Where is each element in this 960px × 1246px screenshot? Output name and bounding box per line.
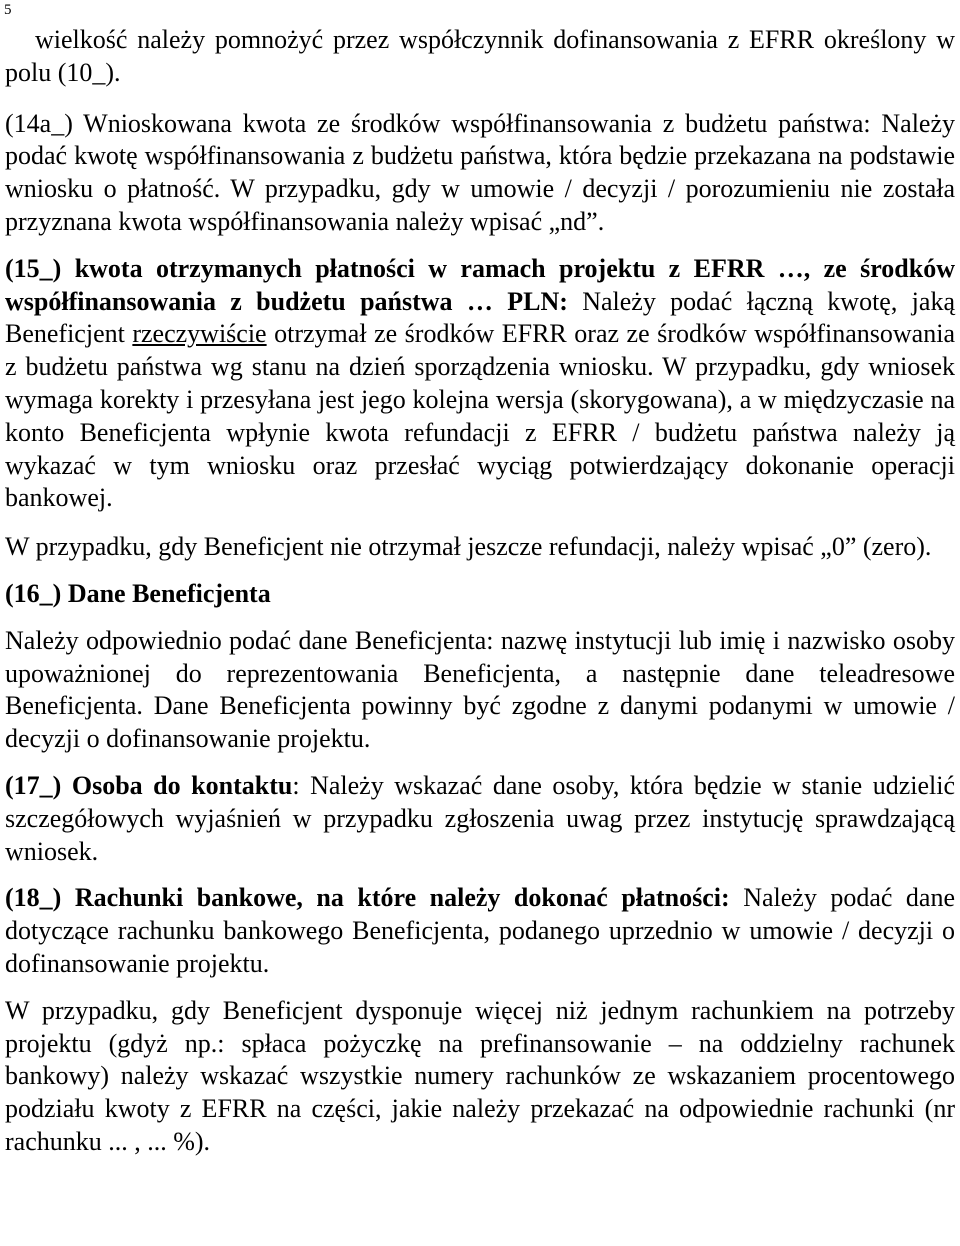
- section-heading-16: (16_) Dane Beneficjenta: [5, 578, 271, 608]
- page-number: 5: [4, 2, 12, 18]
- paragraph-14a: (14a_) Wnioskowana kwota ze środków współfinansowania z budżetu państwa: Należy podać kwotę współfinansowania z budżetu państwa, która będzie przekazana na podstawie wniosku o płatność. W przypadku, gdy w umowie / decyzji / porozumieniu nie została przyznana kwota współfinansowania należy wpisać „nd”.: [5, 108, 955, 236]
- paragraph-18-note: W przypadku, gdy Beneficjent dysponuje więcej niż jednym rachunkiem na potrzeby projektu (gdyż np.: spłaca pożyczkę na prefinansowanie – na oddzielny rachunek bankowy) należy wskazać wszystkie numery rachunków ze wskazaniem procentowego podziału kwoty z EFRR na części, jakie należy przekazać na odpowiednie rachunki (nr rachunku ... , ... %).: [5, 995, 955, 1156]
- paragraph-17: [5, 770, 955, 868]
- paragraph-18: [5, 882, 955, 980]
- paragraph-15-text-after: otrzymał ze środków EFRR oraz ze środków współfinansowania z budżetu państwa wg stanu na dzień sporządzenia wniosku. W przypadku, gdy wniosek wymaga korekty i przesyłana jest jego kolejna wersja (skorygowana), a w międzyczasie na konto Beneficjenta wpłynie kwota refundacji z EFRR / budżetu państwa należy ją wykazać w tym wniosku oraz przesłać wyciąg potwierdzający dokonanie operacji bankowej.: [5, 319, 955, 513]
- document-body: [5, 24, 955, 1159]
- paragraph-18-text: Należy podać dane dotyczące rachunku bankowego Beneficjenta, podanego uprzednio w umowie / decyzji o dofinansowanie projektu.: [5, 883, 956, 978]
- paragraph-15-heading: (15_) kwota otrzymanych płatności w ramach projektu z EFRR …, ze środków współfinansowania z budżetu państwa … PLN:: [5, 253, 955, 316]
- paragraph-15: [5, 253, 955, 515]
- paragraph-18-heading: (18_) Rachunki bankowe, na które należy dokonać płatności:: [5, 883, 730, 913]
- paragraph-15-note: W przypadku, gdy Beneficjent nie otrzymał jeszcze refundacji, należy wpisać „0” (zero).: [5, 532, 932, 562]
- paragraph-17-heading: (17_) Osoba do kontaktu: [5, 770, 293, 800]
- paragraph-15-text-before: Należy podać łączną kwotę, jaką Beneficjent: [5, 286, 955, 349]
- paragraph-17-text: : Należy wskazać dane osoby, która będzie w stanie udzielić szczegółowych wyjaśnień w przypadku zgłoszenia uwag przez instytucję sprawdzającą wniosek.: [5, 770, 955, 866]
- paragraph-16: Należy odpowiednio podać dane Beneficjenta: nazwę instytucji lub imię i nazwisko osoby upoważnionej do reprezentowania Beneficjenta, a następnie dane teleadresowe Beneficjenta. Dane Beneficjenta powinny być zgodne z danymi podanymi w umowie / decyzji o dofinansowanie projektu.: [5, 625, 955, 754]
- underlined-emphasis: rzeczywiście: [132, 319, 267, 349]
- paragraph-continuation: wielkość należy pomnożyć przez współczynnik dofinansowania z EFRR określony w polu (10_).: [5, 25, 955, 87]
